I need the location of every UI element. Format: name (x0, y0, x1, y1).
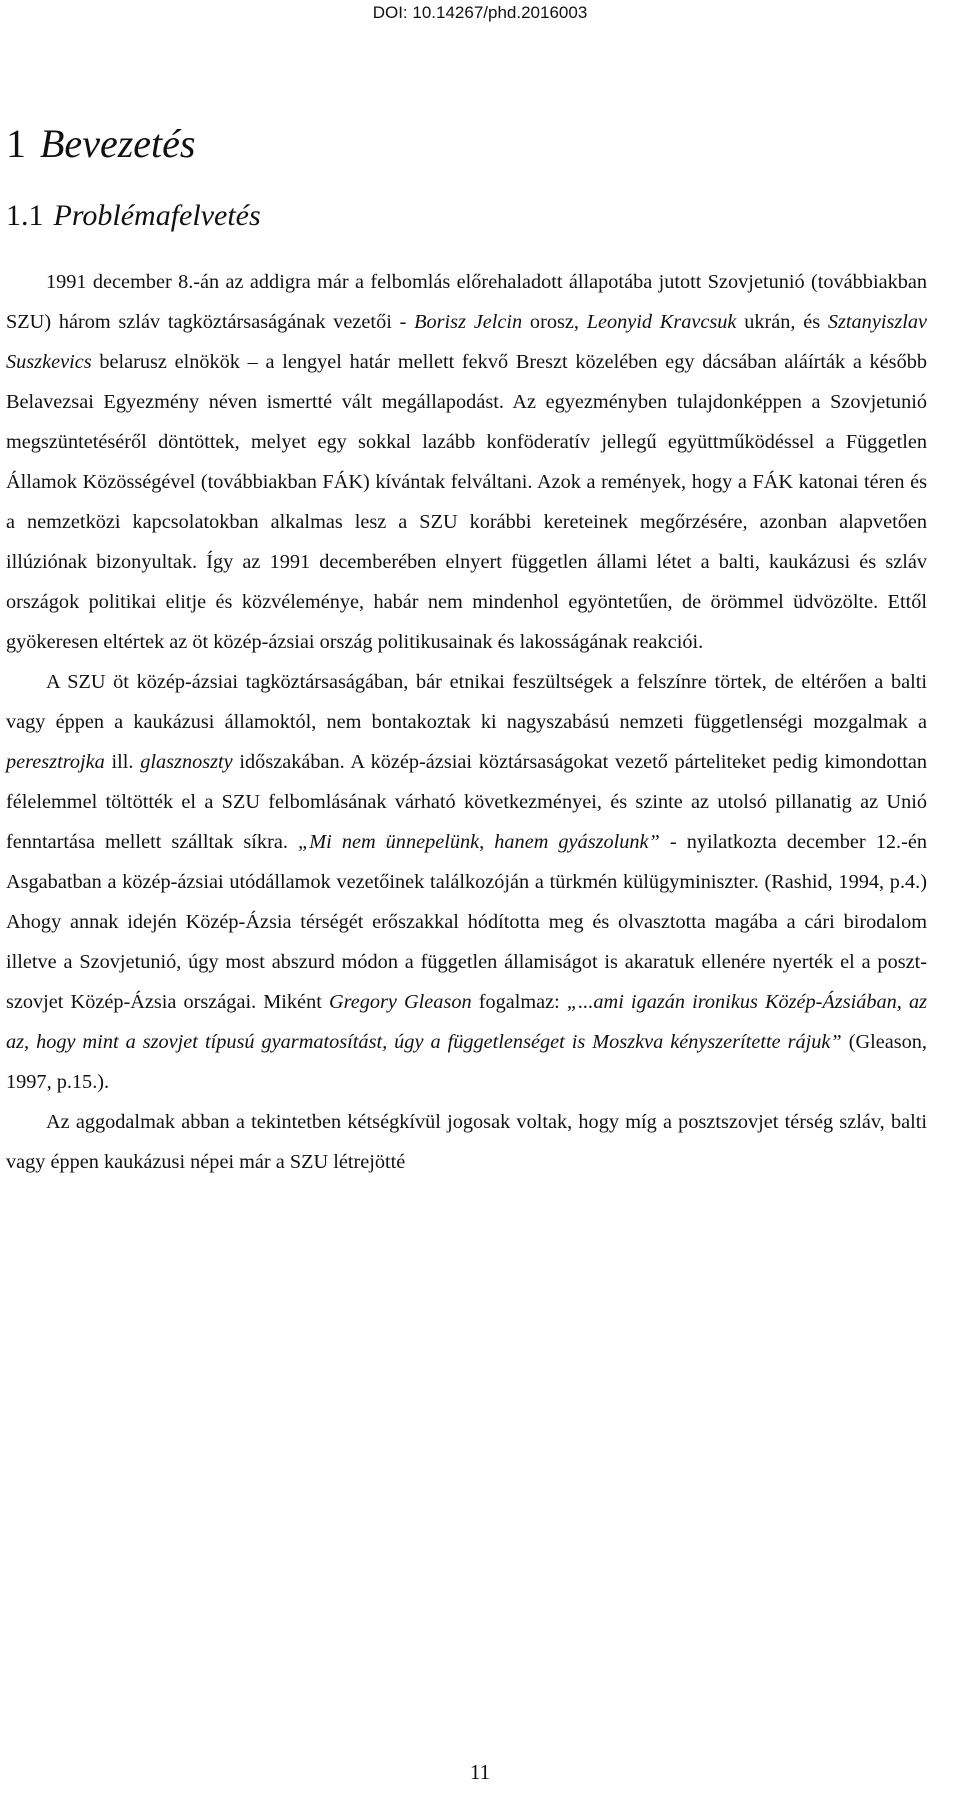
text-run: ukrán, és (736, 311, 828, 333)
italic-run: Leonyid Kravcsuk (586, 311, 737, 333)
section-title: Problémafelvetés (53, 199, 261, 232)
italic-run: Borisz Jelcin (414, 311, 523, 333)
italic-run: „Mi nem ünnepelünk, hanem gyászolunk” (297, 831, 660, 853)
text-run: fogalmaz: (471, 991, 567, 1013)
italic-run: Sztanyiszlav Suszkevics (6, 311, 928, 373)
text-run: belarusz elnökök – a lengyel határ mellett fekvő Breszt közelében egy dácsában aláírták a később Belavezsai Egyezmény néven ismertté vált megállapodást. Az egyezményben tulajdonképpen a Szovjetunió megszüntetéséről döntöttek, melyet egy sokkal lazább konföderatív jellegű együttműködéssel a Független Államok Közösségével (továbbiakban FÁK) kívántak felváltani. Azok a remények, hogy a FÁK katonai téren és a nemzetközi kapcsolatokban alkalmas lesz a SZU korábbi kereteinek megőrzésére, azonban alapvetően illúziónak bizonyultak. Így az 1991 decemberében elnyert független állami létet a balti, kaukázusi és szláv országok politikai elitje és közvéleménye, habár nem mindenhol egyöntetűen, de örömmel üdvözölte. Ettől gyökeresen eltértek az öt közép-ázsiai ország politikusainak és lakosságának reakciói. (6, 351, 927, 653)
body-text (6, 262, 927, 1182)
paragraph (6, 1102, 927, 1182)
text-run: 1991 december 8.-án az addigra már a felbomlás előrehaladott állapotába jutott Szovjetunió (továbbiakban SZU) három szláv tagköztársaságának vezetői - (6, 271, 927, 333)
chapter-title: Bevezetés (40, 121, 196, 166)
section-heading (6, 196, 261, 236)
italic-run: glasznoszty (140, 751, 233, 773)
text-run: ill. (104, 751, 141, 773)
chapter-heading (6, 120, 195, 168)
text-run: Az aggodalmak abban a tekintetben kétségkívül jogosak voltak, hogy míg a posztszovjet térség szláv, balti vagy éppen kaukázusi népei már a SZU létrejötté (6, 1111, 927, 1173)
italic-run: peresztrojka (6, 751, 105, 773)
page-number: 11 (469, 1760, 491, 1784)
section-number: 1.1 (6, 199, 44, 232)
italic-run: „...ami igazán ironikus Közép-Ázsiában, az az, hogy mint a szovjet típusú gyarmatosítást, úgy a függetlenséget is Moszkva kényszerítette rájuk” (6, 991, 927, 1053)
paragraph (6, 662, 927, 1102)
text-run: - nyilatkozta december 12.-én Asgabatban a közép-ázsiai utódállamok vezetőinek találkozóján a türkmén külügyminiszter. (Rashid, 1994, p.4.) Ahogy annak idején Közép-Ázsia térségét erőszakkal hódította meg és olvasztotta magába a cári birodalom illetve a Szovjetunió, úgy most abszurd módon a független államiságot is akaratuk ellenére nyerték el a poszt-szovjet Közép-Ázsia országai. Miként (6, 831, 927, 1013)
italic-run: Gregory Gleason (328, 991, 472, 1013)
text-run: (Gleason, 1997, p.15.). (6, 1031, 928, 1093)
chapter-number: 1 (6, 121, 26, 166)
doi-header: DOI: 10.14267/phd.2016003 (372, 3, 588, 22)
text-run: időszakában. A közép-ázsiai köztársaságokat vezető pártelitеket pedig kimondottan félelemmel töltötték el a SZU felbomlásának várható következményei, és szinte az utolsó pillanatig az Unió fenntartása mellett szálltak síkra. (6, 751, 927, 853)
text-run: A SZU öt közép-ázsiai tagköztársaságában, bár etnikai feszültségek a felszínre törtek, de eltérően a balti vagy éppen a kaukázusi államoktól, nem bontakoztak ki nagyszabású nemzeti függetlenségi mozgalmak a (6, 671, 927, 733)
text-run: orosz, (522, 311, 587, 333)
paragraph (6, 262, 927, 662)
